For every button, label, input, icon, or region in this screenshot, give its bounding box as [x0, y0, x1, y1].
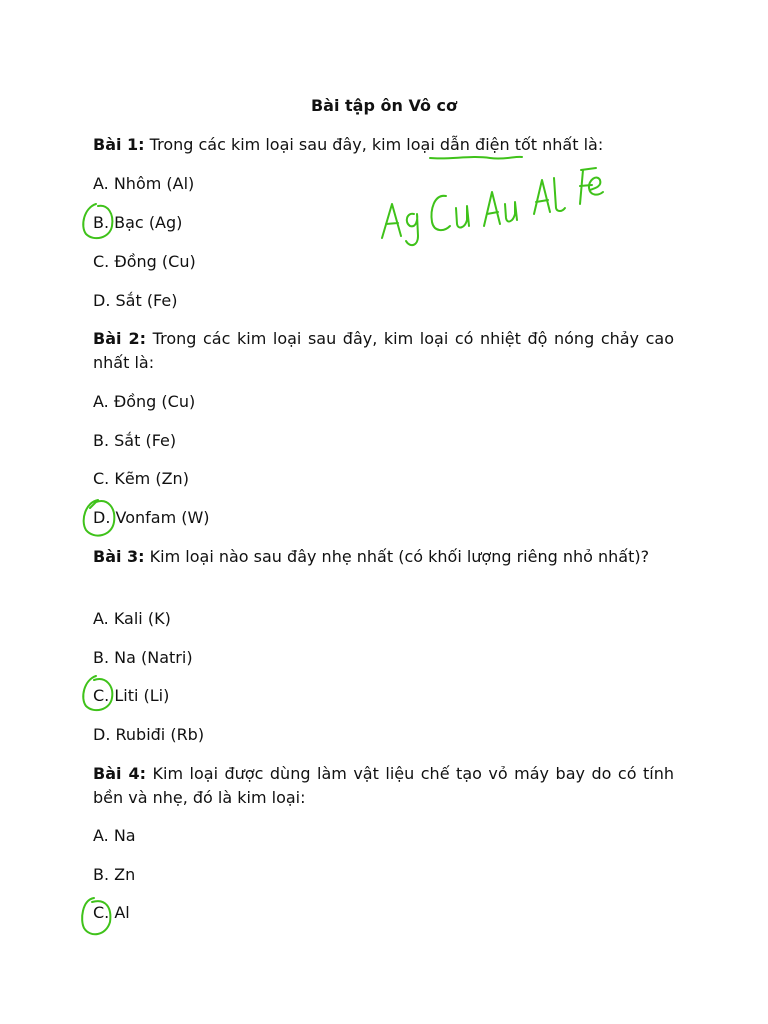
question-3-option-a: A. Kali (K) [93, 609, 171, 628]
question-text: Trong các kim loại sau đây, kim loại dẫn điện tốt nhất là: [144, 135, 604, 154]
question-text: Trong các kim loại sau đây, kim loại có nhiệt độ nóng chảy cao nhất là: [93, 329, 675, 372]
question-text: Kim loại nào sau đây nhẹ nhất (có khối lượng riêng nhỏ nhất)? [144, 547, 650, 566]
question-1-option-b: B. Bạc (Ag) [93, 213, 183, 232]
question-3-option-b: B. Na (Natri) [93, 648, 193, 667]
question-number: Bài 2: [93, 329, 147, 348]
question-2 [93, 327, 674, 375]
question-number: Bài 3: [93, 547, 145, 566]
question-1-option-c: C. Đồng (Cu) [93, 252, 196, 271]
question-3 [93, 545, 674, 569]
question-2-option-b: B. Sắt (Fe) [93, 431, 177, 450]
question-3-option-d: D. Rubiđi (Rb) [93, 725, 205, 744]
question-1-option-d: D. Sắt (Fe) [93, 291, 178, 310]
question-number: Bài 4: [93, 764, 146, 783]
question-text: Kim loại được dùng làm vật liệu chế tạo vỏ máy bay do có tính bền và nhẹ, đó là kim loại: [93, 764, 674, 807]
handwritten-metals-note [382, 168, 603, 245]
question-4 [93, 762, 674, 810]
question-4-option-b: B. Zn [93, 865, 136, 884]
question-2-option-d: D. Vonfam (W) [93, 508, 210, 527]
document-title: Bài tập ôn Vô cơ [310, 96, 457, 115]
question-2-option-a: A. Đồng (Cu) [93, 392, 196, 411]
question-3-option-c: C. Liti (Li) [93, 686, 170, 705]
question-number: Bài 1: [93, 135, 145, 154]
question-4-option-a: A. Na [93, 826, 136, 845]
question-1-option-a: A. Nhôm (Al) [93, 174, 195, 193]
question-1 [93, 133, 674, 157]
question-2-option-c: C. Kẽm (Zn) [93, 469, 189, 488]
ink-underline [430, 157, 522, 159]
question-4-option-c: C. Al [93, 903, 130, 922]
